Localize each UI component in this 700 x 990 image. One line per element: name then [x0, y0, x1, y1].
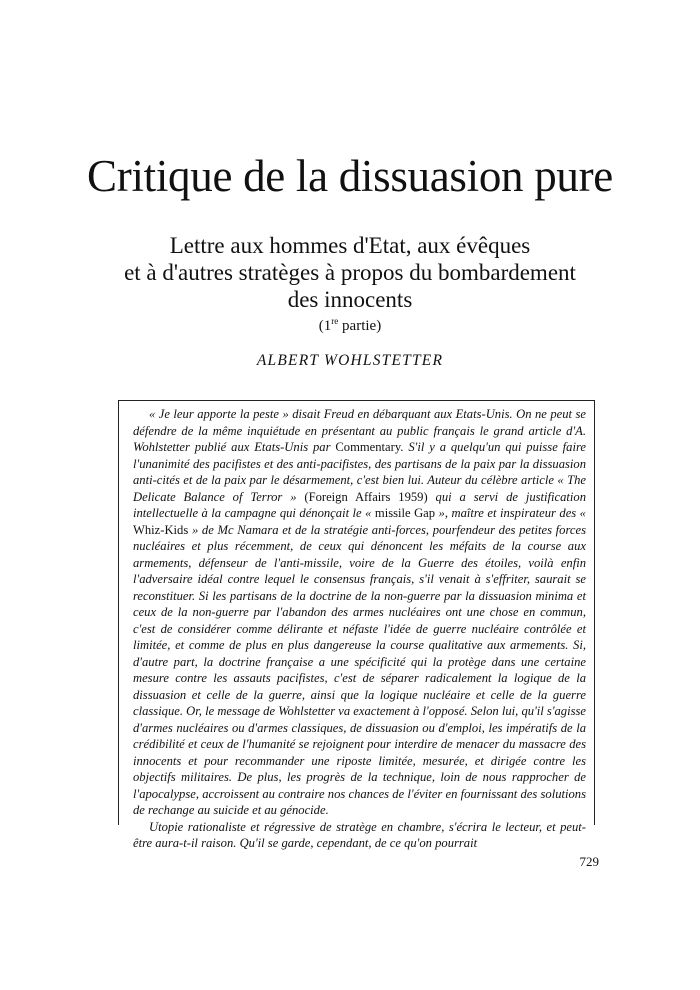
term-whiz-kids: Whiz-Kids — [133, 522, 189, 537]
part-word: partie — [342, 318, 377, 334]
article-title: Critique de la dissuasion pure — [87, 151, 613, 201]
part-suffix: re — [331, 316, 339, 326]
journal-reference: (Foreign Affairs 1959) — [304, 489, 428, 504]
subtitle-line: des innocents — [287, 287, 413, 312]
part-label: (1re partie) — [318, 316, 382, 334]
article-subtitle — [60, 232, 640, 313]
intro-text: » de Mc Namara et de la stratégie anti-forces, pourfendeur des petites forces nucléaires et plus récemment, de ceux qui dénoncent les méfaits de la course aux armements, défenseur de l'anti-missile, voire de la Guerre des étoiles, voilà enfin l'adversaire idéal contre lequel le consensus français, s'il venait à s'effriter, saurait se reconstituer. Si les partisans de la doctrine de la non-guerre par la dissuasion minima et ceux de la non-guerre par l'abandon des armes nucléaires ont une chose en commun, c'est de considérer comme délirante et néfaste l'idée de guerre nucléaire contrôlée et limitée, et comme de plus en plus dangereuse la course qualitative aux armements. Si, d'autre part, la doctrine française a une spécificité qui la protège dans une certaine mesure contre les assauts pacifistes, c'est de séparer radicalement la logique de la dissuasion et celle de la guerre, ainsi que la logique nucléaire et celle de la guerre classique. Or, le message de Wohlstetter va exactement à l'opposé. Selon lui, qu'il s'agisse d'armes nucléaires ou d'armes classiques, de dissuasion ou d'emploi, les impératifs de la crédibilité et ceux de l'humanité se rejoignent pour interdire de menacer du massacre des innocents et pour recommander une riposte limitée, mesurée, et dirigée contre les objectifs militaires. De plus, les progrès de la technique, loin de nous rapprocher de l'apocalypse, accroissent au contraire nos chances de l'éviter en fournissant des solutions de rechange au suicide et au génocide. — [133, 522, 586, 817]
intro-text: », maître et inspirateur des « — [435, 506, 586, 520]
page-number: 729 — [579, 854, 599, 869]
intro-text: » — [282, 489, 305, 504]
editorial-introduction — [118, 400, 595, 850]
intro-text: S'il y a quelqu'un qui puisse faire l'unanimité des pacifistes et des anti-pacifistes, des partisans de la paix par la dissuasion anti-cités et de la paix par le désarmement, c'est bien lui. Auteur du célèbre article « — [133, 440, 586, 487]
article-reference: The Delicate Balance of Terror — [133, 473, 586, 504]
subtitle-line: Lettre aux hommes d'Etat, aux évêques — [169, 233, 531, 258]
part-number: 1 — [323, 318, 332, 334]
intro-text: « Je leur apporte la peste » disait Freud en débarquant aux Etats-Unis. On ne peut se défendre de la même inquiétude en présentant au public français le grand article d'A. Wohlstetter publié aux Etats-Unis par — [133, 407, 586, 454]
intro-paragraph — [133, 406, 586, 819]
intro-paragraph: Utopie rationaliste et régressive de stratège en chambre, s'écrira le lecteur, et peut-être aura-t-il raison. Qu'il se garde, cependant, de ce qu'on pourrait — [133, 819, 586, 850]
publication-name: Commentary. — [335, 440, 404, 454]
intro-text: qui a servi de justification intellectuelle à la campagne qui dénonçait le « — [133, 489, 587, 520]
term-missile-gap: missile Gap — [374, 506, 436, 520]
author-name: ALBERT WOHLSTETTER — [256, 352, 444, 369]
subtitle-line: et à d'autres stratèges à propos du bombardement — [124, 260, 576, 285]
